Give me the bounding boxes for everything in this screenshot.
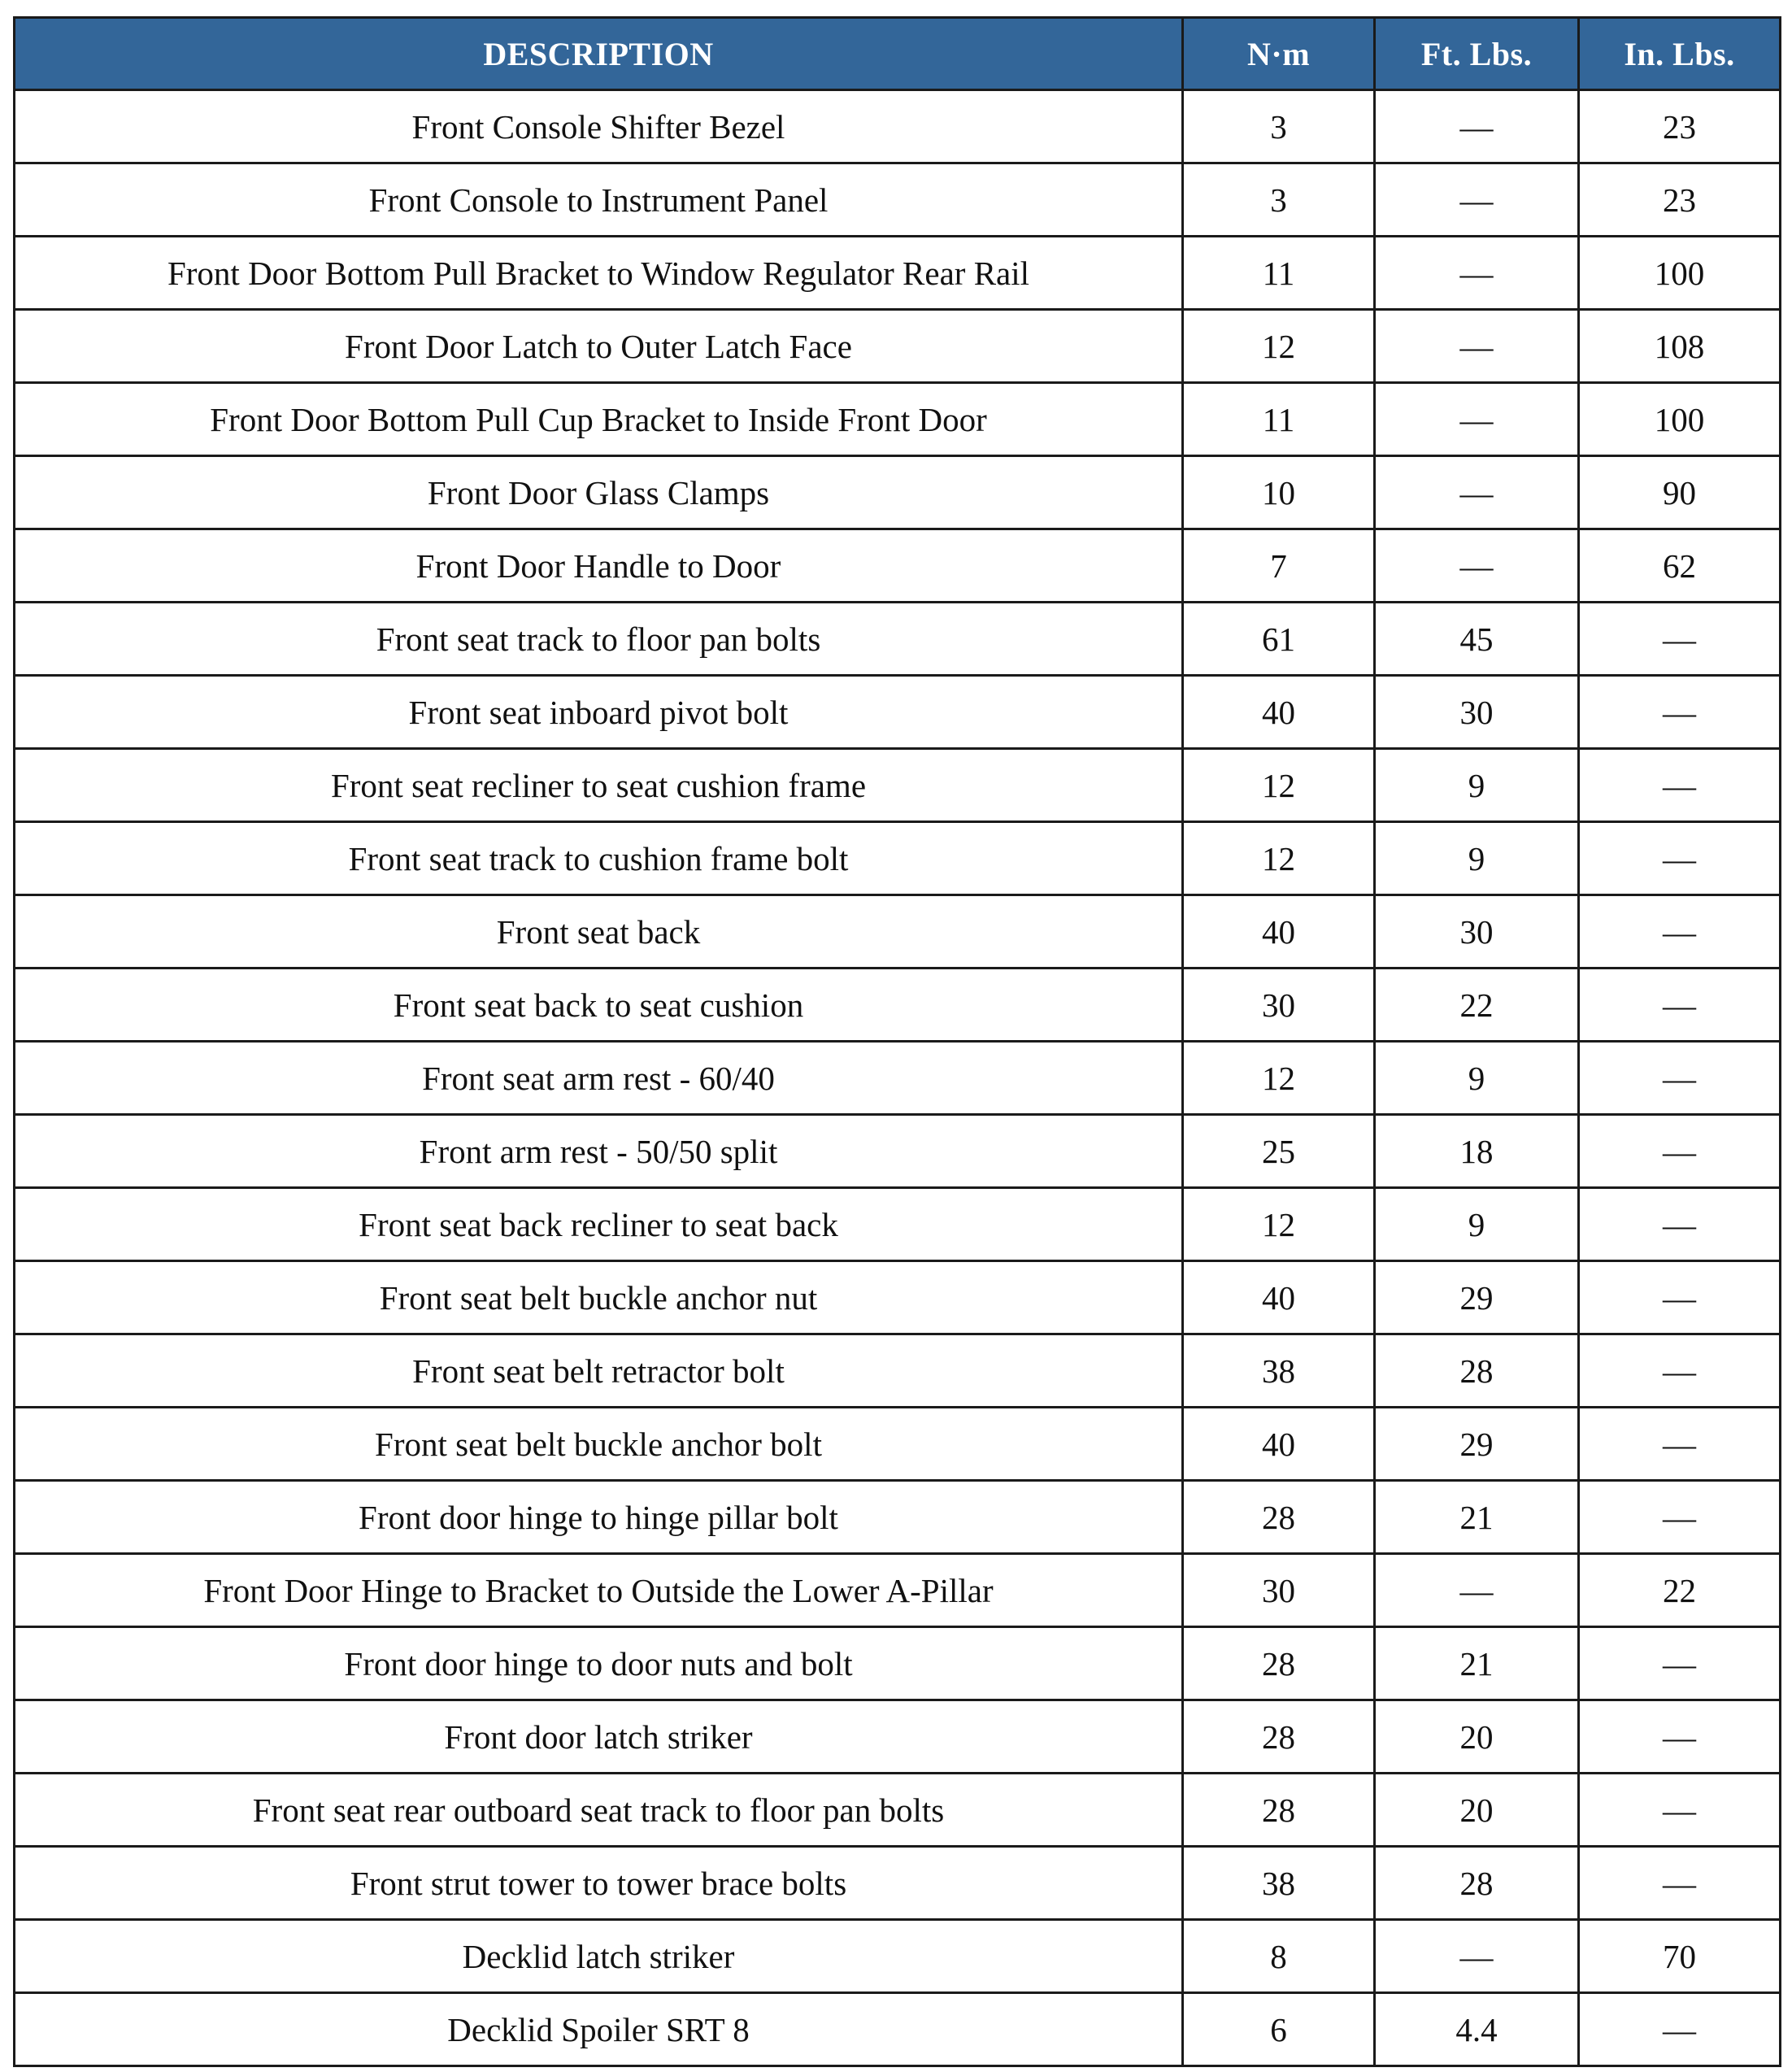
table-row [15,1334,1781,1408]
table-row [15,1408,1781,1481]
cell-description: Front seat rear outboard seat track to floor pan bolts [15,1774,1183,1847]
cell-description: Front seat belt buckle anchor bolt [15,1408,1183,1481]
cell-description: Front Console to Instrument Panel [15,163,1183,237]
header-in-lbs: In. Lbs. [1579,18,1781,90]
cell-description: Front Door Bottom Pull Bracket to Window Regulator Rear Rail [15,237,1183,310]
cell-nm: 6 [1183,1993,1375,2066]
cell-nm: 3 [1183,163,1375,237]
cell-in-lbs: — [1579,969,1781,1042]
cell-in-lbs: 108 [1579,310,1781,383]
cell-nm: 10 [1183,456,1375,529]
cell-nm: 28 [1183,1774,1375,1847]
cell-ft-lbs: 9 [1375,1188,1579,1261]
cell-in-lbs: 90 [1579,456,1781,529]
table-row [15,1627,1781,1700]
cell-in-lbs: — [1579,1408,1781,1481]
cell-nm: 3 [1183,90,1375,163]
cell-ft-lbs: — [1375,237,1579,310]
table-row [15,1920,1781,1993]
cell-description: Front Door Glass Clamps [15,456,1183,529]
cell-nm: 12 [1183,749,1375,822]
cell-ft-lbs: 20 [1375,1700,1579,1774]
table-row [15,603,1781,676]
table-row [15,1261,1781,1334]
cell-in-lbs: — [1579,603,1781,676]
cell-description: Front Door Hinge to Bracket to Outside the Lower A-Pillar [15,1554,1183,1627]
torque-spec-table [13,16,1781,2067]
cell-in-lbs: 23 [1579,90,1781,163]
cell-description: Front seat arm rest - 60/40 [15,1042,1183,1115]
cell-ft-lbs: — [1375,310,1579,383]
header-nm: N·m [1183,18,1375,90]
cell-ft-lbs: — [1375,383,1579,456]
cell-in-lbs: — [1579,1993,1781,2066]
cell-nm: 12 [1183,310,1375,383]
cell-description: Front seat track to cushion frame bolt [15,822,1183,895]
cell-ft-lbs: 22 [1375,969,1579,1042]
cell-in-lbs: — [1579,1847,1781,1920]
table-row [15,1188,1781,1261]
cell-ft-lbs: 30 [1375,676,1579,749]
cell-in-lbs: — [1579,1115,1781,1188]
table-row [15,1847,1781,1920]
cell-description: Front seat track to floor pan bolts [15,603,1183,676]
cell-nm: 28 [1183,1627,1375,1700]
table-row [15,676,1781,749]
cell-description: Front Door Handle to Door [15,529,1183,603]
cell-nm: 38 [1183,1334,1375,1408]
cell-description: Front arm rest - 50/50 split [15,1115,1183,1188]
cell-ft-lbs: 28 [1375,1847,1579,1920]
cell-nm: 12 [1183,1042,1375,1115]
cell-in-lbs: — [1579,676,1781,749]
cell-ft-lbs: — [1375,90,1579,163]
cell-ft-lbs: 21 [1375,1627,1579,1700]
cell-ft-lbs: 9 [1375,822,1579,895]
cell-in-lbs: — [1579,1188,1781,1261]
cell-nm: 25 [1183,1115,1375,1188]
cell-description: Front Door Latch to Outer Latch Face [15,310,1183,383]
cell-description: Front seat back recliner to seat back [15,1188,1183,1261]
table-body [15,90,1781,2066]
cell-in-lbs: — [1579,822,1781,895]
cell-nm: 8 [1183,1920,1375,1993]
cell-nm: 40 [1183,676,1375,749]
cell-nm: 28 [1183,1481,1375,1554]
table-row [15,969,1781,1042]
cell-in-lbs: — [1579,1261,1781,1334]
cell-ft-lbs: — [1375,1920,1579,1993]
header-description: DESCRIPTION [15,18,1183,90]
cell-in-lbs: 100 [1579,383,1781,456]
cell-in-lbs: — [1579,895,1781,969]
cell-ft-lbs: 9 [1375,749,1579,822]
cell-ft-lbs: 29 [1375,1261,1579,1334]
cell-ft-lbs: 9 [1375,1042,1579,1115]
cell-description: Front door hinge to door nuts and bolt [15,1627,1183,1700]
cell-in-lbs: — [1579,1774,1781,1847]
header-ft-lbs: Ft. Lbs. [1375,18,1579,90]
table-row [15,529,1781,603]
cell-nm: 30 [1183,1554,1375,1627]
cell-ft-lbs: 21 [1375,1481,1579,1554]
cell-description: Front Door Bottom Pull Cup Bracket to Inside Front Door [15,383,1183,456]
cell-in-lbs: 100 [1579,237,1781,310]
cell-nm: 11 [1183,237,1375,310]
cell-nm: 7 [1183,529,1375,603]
cell-ft-lbs: 45 [1375,603,1579,676]
header-row [15,18,1781,90]
cell-nm: 12 [1183,1188,1375,1261]
cell-nm: 12 [1183,822,1375,895]
cell-nm: 40 [1183,1408,1375,1481]
table-row [15,310,1781,383]
table-row [15,1115,1781,1188]
cell-in-lbs: — [1579,1042,1781,1115]
table-row [15,163,1781,237]
table-row [15,1554,1781,1627]
table-header [15,18,1781,90]
table-row [15,1774,1781,1847]
cell-description: Front seat belt buckle anchor nut [15,1261,1183,1334]
cell-nm: 61 [1183,603,1375,676]
cell-in-lbs: — [1579,1481,1781,1554]
cell-nm: 38 [1183,1847,1375,1920]
table-row [15,1993,1781,2066]
table-row [15,90,1781,163]
cell-description: Front seat back [15,895,1183,969]
cell-in-lbs: 22 [1579,1554,1781,1627]
cell-description: Front Console Shifter Bezel [15,90,1183,163]
cell-ft-lbs: 28 [1375,1334,1579,1408]
cell-nm: 40 [1183,895,1375,969]
table-row [15,1700,1781,1774]
cell-ft-lbs: — [1375,456,1579,529]
table-row [15,1042,1781,1115]
cell-ft-lbs: 20 [1375,1774,1579,1847]
cell-description: Front door latch striker [15,1700,1183,1774]
table-row [15,895,1781,969]
cell-in-lbs: — [1579,1700,1781,1774]
table-row [15,383,1781,456]
cell-in-lbs: 23 [1579,163,1781,237]
table-row [15,237,1781,310]
table-row [15,749,1781,822]
cell-description: Front strut tower to tower brace bolts [15,1847,1183,1920]
table-row [15,822,1781,895]
cell-ft-lbs: — [1375,529,1579,603]
cell-nm: 28 [1183,1700,1375,1774]
cell-in-lbs: — [1579,1627,1781,1700]
cell-nm: 30 [1183,969,1375,1042]
cell-nm: 40 [1183,1261,1375,1334]
cell-description: Decklid latch striker [15,1920,1183,1993]
cell-description: Decklid Spoiler SRT 8 [15,1993,1183,2066]
cell-description: Front seat back to seat cushion [15,969,1183,1042]
table-row [15,456,1781,529]
cell-description: Front seat belt retractor bolt [15,1334,1183,1408]
table-row [15,1481,1781,1554]
cell-description: Front seat inboard pivot bolt [15,676,1183,749]
cell-in-lbs: — [1579,749,1781,822]
cell-in-lbs: 70 [1579,1920,1781,1993]
cell-in-lbs: 62 [1579,529,1781,603]
cell-ft-lbs: 4.4 [1375,1993,1579,2066]
cell-ft-lbs: 18 [1375,1115,1579,1188]
cell-ft-lbs: — [1375,1554,1579,1627]
cell-ft-lbs: — [1375,163,1579,237]
cell-ft-lbs: 29 [1375,1408,1579,1481]
cell-description: Front seat recliner to seat cushion frame [15,749,1183,822]
cell-nm: 11 [1183,383,1375,456]
cell-in-lbs: — [1579,1334,1781,1408]
cell-ft-lbs: 30 [1375,895,1579,969]
cell-description: Front door hinge to hinge pillar bolt [15,1481,1183,1554]
